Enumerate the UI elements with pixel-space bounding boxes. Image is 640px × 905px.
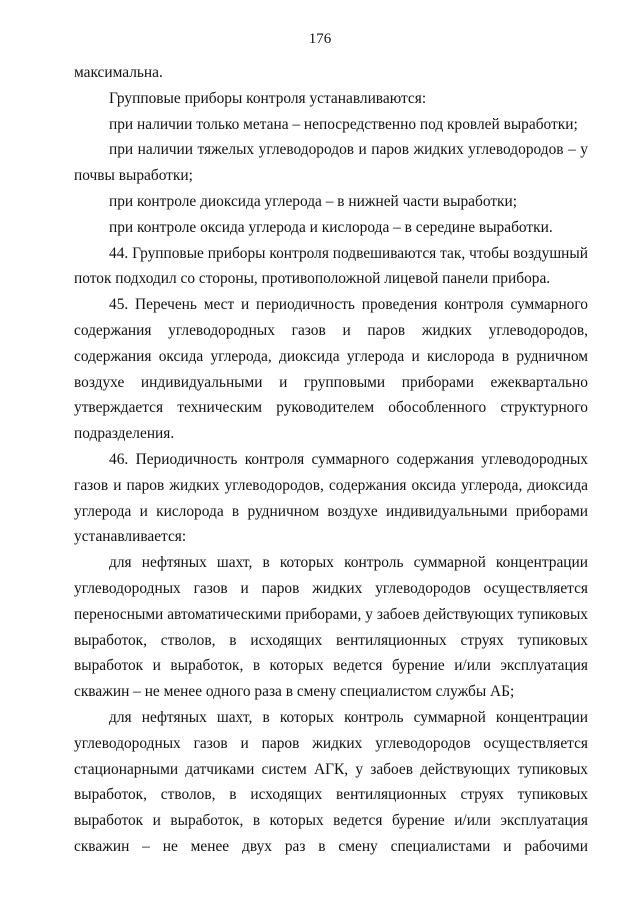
paragraph-group-devices-intro: Групповые приборы контроля устанавливаются: (109, 89, 427, 107)
paragraph-methane: при наличии только метана – непосредственно под кровлей выработки; (109, 115, 578, 133)
paragraph-item-44: 44. Групповые приборы контроля подвешиваются так, чтобы воздушный поток подходил со стороны, противоположной лицевой панели прибора. (74, 244, 588, 288)
page-number: 176 (308, 31, 332, 47)
paragraph-portable-devices: для нефтяных шахт, в которых контроль суммарной концентрации углеводородных газов и паров жидких углеводородов осуществляется переносными автоматическими приборами, у забоев действующих тупиковых выработок, стволов, в исходящих вентиляционных струях тупиковых выработок и выработок, в которых ведется бурение и/или эксплуатация скважин – не менее одного раза в смену специалистом службы АБ; (74, 554, 588, 701)
paragraph-continuation: максимальна. (74, 64, 163, 81)
paragraph-heavy-hydrocarbons: при наличии тяжелых углеводородов и паров жидких углеводородов – у почвы выработки; (74, 141, 588, 185)
paragraph-carbon-monoxide-oxygen: при контроле оксида углерода и кислорода – в середине выработки. (109, 218, 553, 236)
paragraph-item-45: 45. Перечень мест и периодичность проведения контроля суммарного содержания углеводородных газов и паров жидких углеводородов, содержания оксида углерода, диоксида углерода и кислорода в рудничном воздухе индивидуальными и групповыми приборами ежеквартально утверждается техническим руководителем обособленного структурного подразделения. (74, 296, 588, 443)
paragraph-stationary-sensors: для нефтяных шахт, в которых контроль суммарной концентрации углеводородных газов и паров жидких углеводородов осуществляется стационарными датчиками систем АГК, у забоев действующих тупиковых выработок, стволов, в исходящих вентиляционных струях тупиковых выработок и выработок, в которых ведется бурение и/или эксплуатация скважин – не менее двух раз в смену специалистами и рабочими (74, 708, 588, 855)
paragraph-item-46: 46. Периодичность контроля суммарного содержания углеводородных газов и паров жидких углеводородов, содержания оксида углерода, диоксида углерода и кислорода в рудничном воздухе индивидуальными приборами устанавливается: (74, 450, 588, 546)
document-body (74, 60, 588, 860)
paragraph-carbon-dioxide: при контроле диоксида углерода – в нижней части выработки; (109, 192, 518, 210)
